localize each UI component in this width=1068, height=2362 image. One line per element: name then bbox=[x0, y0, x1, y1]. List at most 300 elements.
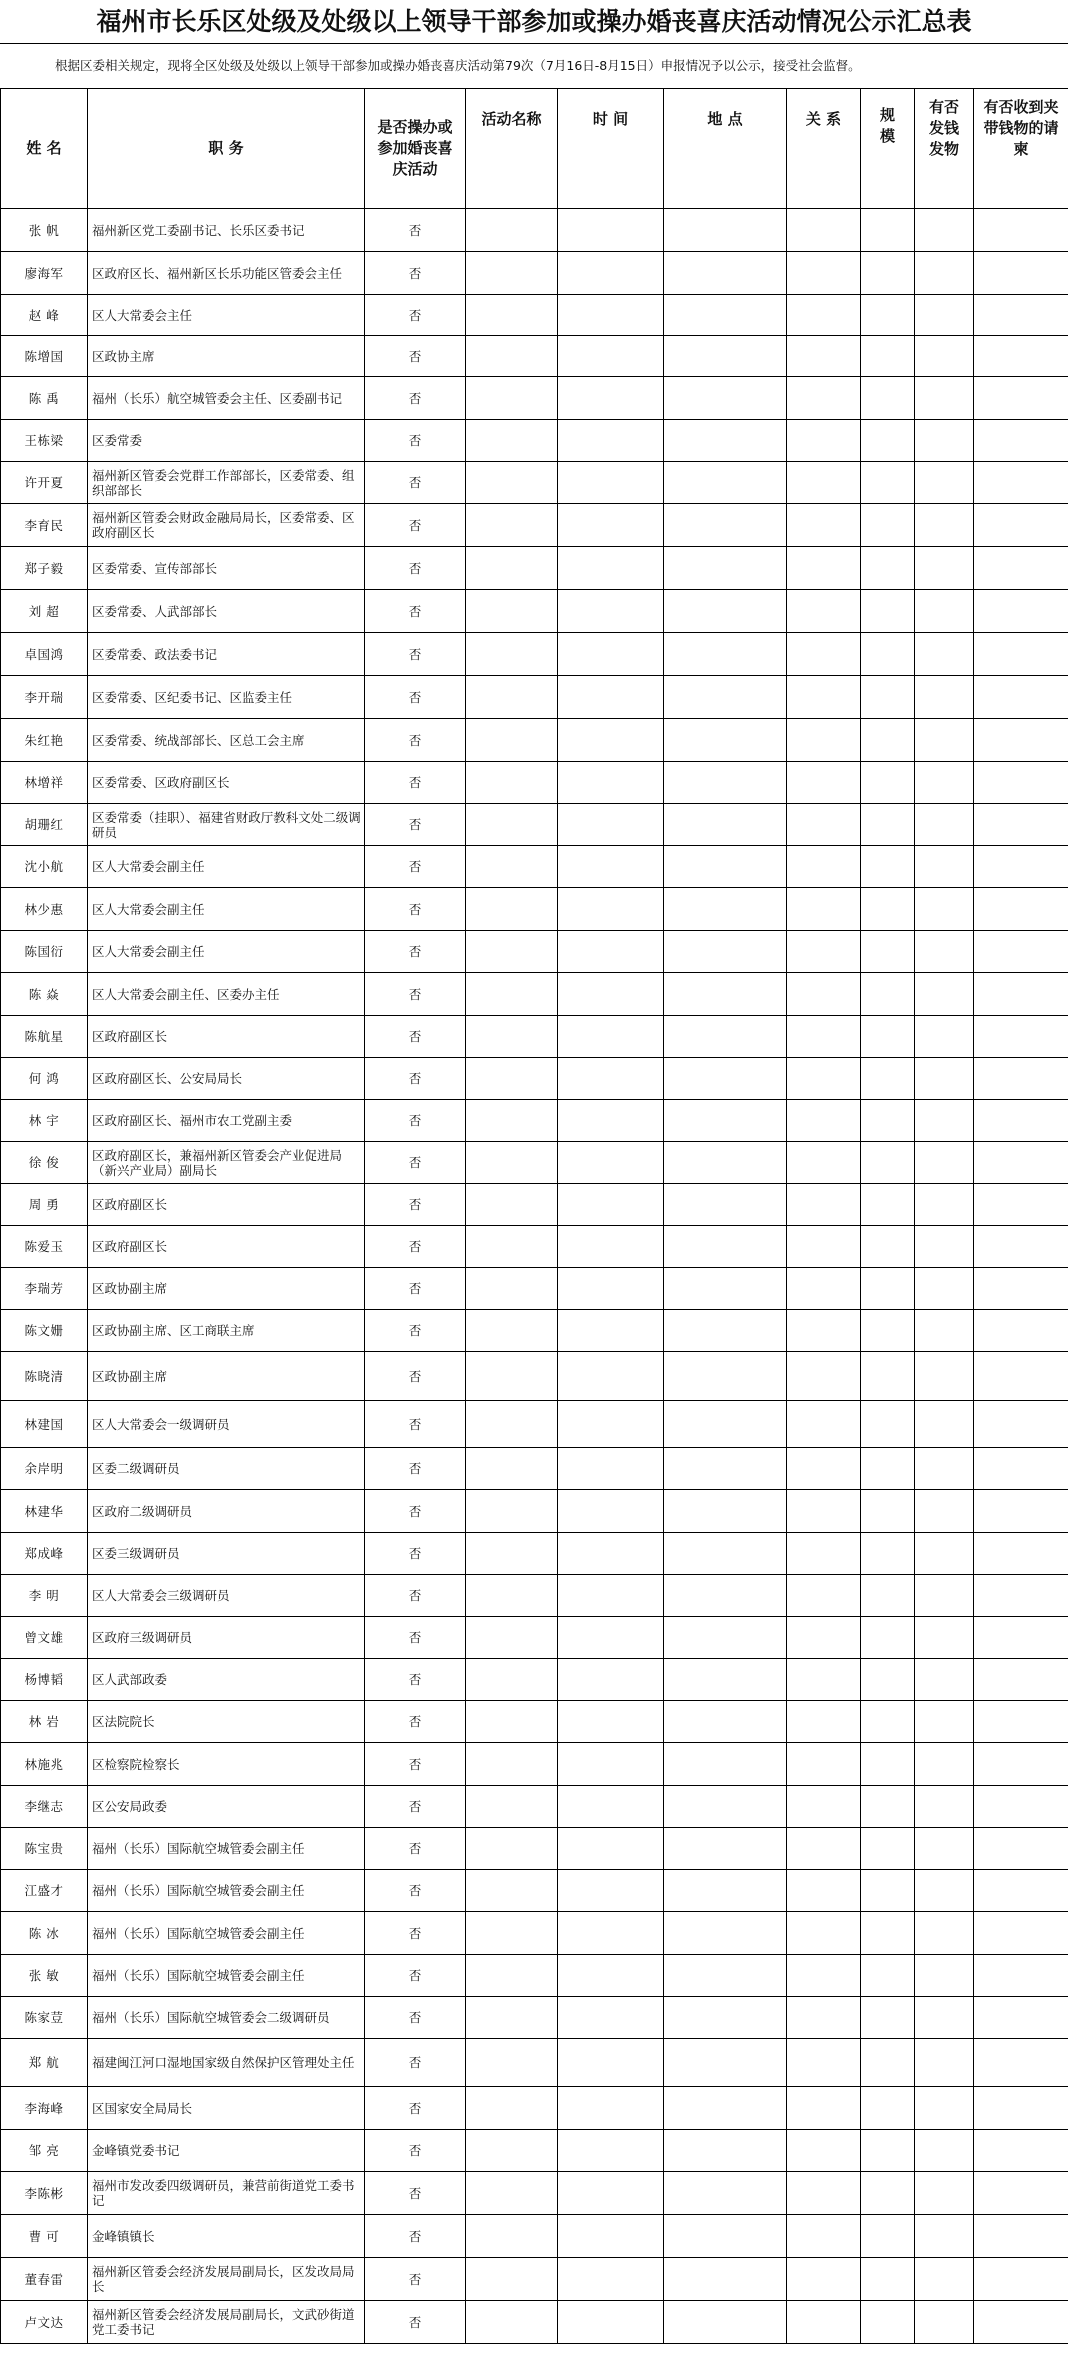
cell-involved: 否 bbox=[365, 1533, 466, 1575]
cell-invites bbox=[974, 462, 1068, 504]
table-row bbox=[1, 1100, 1068, 1142]
cell-name: 余岸明 bbox=[1, 1448, 88, 1490]
cell-activity bbox=[466, 2258, 558, 2301]
cell-place bbox=[664, 1617, 787, 1659]
cell-name: 林 岩 bbox=[1, 1701, 88, 1743]
table-row bbox=[1, 336, 1068, 377]
cell-relation bbox=[787, 1659, 861, 1701]
cell-time bbox=[558, 2039, 664, 2087]
cell-relation bbox=[787, 846, 861, 888]
cell-post: 区法院院长 bbox=[88, 1701, 365, 1743]
cell-time bbox=[558, 1701, 664, 1743]
cell-invites bbox=[974, 420, 1068, 462]
cell-name: 卓国鸿 bbox=[1, 633, 88, 676]
cell-activity bbox=[466, 1912, 558, 1955]
cell-post: 福建闽江河口湿地国家级自然保护区管理处主任 bbox=[88, 2039, 365, 2087]
cell-relation bbox=[787, 2258, 861, 2301]
cell-name: 赵 峰 bbox=[1, 295, 88, 336]
cell-gifts bbox=[915, 1448, 974, 1490]
cell-involved: 否 bbox=[365, 295, 466, 336]
cell-involved: 否 bbox=[365, 2087, 466, 2130]
cell-post: 区委二级调研员 bbox=[88, 1448, 365, 1490]
cell-place bbox=[664, 762, 787, 804]
cell-involved: 否 bbox=[365, 252, 466, 295]
cell-time bbox=[558, 1912, 664, 1955]
table-row bbox=[1, 209, 1068, 252]
header-scale: 规模 bbox=[861, 89, 915, 209]
cell-time bbox=[558, 2172, 664, 2215]
cell-involved: 否 bbox=[365, 1310, 466, 1352]
cell-scale bbox=[861, 1448, 915, 1490]
cell-gifts bbox=[915, 420, 974, 462]
cell-time bbox=[558, 1352, 664, 1401]
cell-scale bbox=[861, 590, 915, 633]
cell-time bbox=[558, 762, 664, 804]
cell-scale bbox=[861, 1533, 915, 1575]
cell-name: 许开夏 bbox=[1, 462, 88, 504]
cell-activity bbox=[466, 1352, 558, 1401]
cell-time bbox=[558, 1743, 664, 1786]
cell-time bbox=[558, 420, 664, 462]
cell-gifts bbox=[915, 1226, 974, 1268]
cell-post: 区委常委、宣传部部长 bbox=[88, 547, 365, 590]
table-row bbox=[1, 1016, 1068, 1058]
cell-relation bbox=[787, 1268, 861, 1310]
cell-relation bbox=[787, 377, 861, 420]
cell-relation bbox=[787, 2087, 861, 2130]
cell-place bbox=[664, 1575, 787, 1617]
table-row bbox=[1, 1743, 1068, 1786]
cell-post: 区委常委、区纪委书记、区监委主任 bbox=[88, 676, 365, 719]
cell-invites bbox=[974, 1786, 1068, 1828]
cell-place bbox=[664, 1743, 787, 1786]
cell-relation bbox=[787, 2039, 861, 2087]
cell-scale bbox=[861, 1617, 915, 1659]
cell-relation bbox=[787, 973, 861, 1016]
table-row bbox=[1, 2130, 1068, 2172]
cell-time bbox=[558, 676, 664, 719]
cell-involved: 否 bbox=[365, 1401, 466, 1448]
cell-involved: 否 bbox=[365, 1997, 466, 2039]
cell-time bbox=[558, 1401, 664, 1448]
cell-post: 区委常委、区政府副区长 bbox=[88, 762, 365, 804]
cell-time bbox=[558, 1268, 664, 1310]
cell-involved: 否 bbox=[365, 2039, 466, 2087]
cell-involved: 否 bbox=[365, 1743, 466, 1786]
cell-gifts bbox=[915, 1268, 974, 1310]
cell-scale bbox=[861, 1058, 915, 1100]
table-row bbox=[1, 1268, 1068, 1310]
cell-scale bbox=[861, 2258, 915, 2301]
cell-activity bbox=[466, 1448, 558, 1490]
cell-gifts bbox=[915, 2130, 974, 2172]
cell-invites bbox=[974, 1016, 1068, 1058]
cell-scale bbox=[861, 462, 915, 504]
cell-place bbox=[664, 888, 787, 931]
cell-gifts bbox=[915, 1352, 974, 1401]
cell-activity bbox=[466, 1184, 558, 1226]
cell-time bbox=[558, 1870, 664, 1912]
cell-invites bbox=[974, 252, 1068, 295]
cell-invites bbox=[974, 804, 1068, 846]
table-row bbox=[1, 377, 1068, 420]
table-row bbox=[1, 2258, 1068, 2301]
table-row bbox=[1, 1142, 1068, 1184]
cell-relation bbox=[787, 420, 861, 462]
cell-relation bbox=[787, 547, 861, 590]
cell-activity bbox=[466, 719, 558, 762]
cell-place bbox=[664, 1448, 787, 1490]
cell-invites bbox=[974, 1997, 1068, 2039]
cell-involved: 否 bbox=[365, 888, 466, 931]
cell-activity bbox=[466, 2215, 558, 2258]
cell-name: 胡珊红 bbox=[1, 804, 88, 846]
table-row bbox=[1, 1533, 1068, 1575]
cell-relation bbox=[787, 336, 861, 377]
cell-relation bbox=[787, 1575, 861, 1617]
cell-gifts bbox=[915, 1701, 974, 1743]
cell-scale bbox=[861, 1100, 915, 1142]
cell-scale bbox=[861, 2215, 915, 2258]
cell-relation bbox=[787, 2130, 861, 2172]
cell-post: 区政府副区长、公安局局长 bbox=[88, 1058, 365, 1100]
cell-scale bbox=[861, 1401, 915, 1448]
cell-relation bbox=[787, 462, 861, 504]
cell-post: 区委常委、政法委书记 bbox=[88, 633, 365, 676]
cell-invites bbox=[974, 1912, 1068, 1955]
cell-scale bbox=[861, 420, 915, 462]
cell-relation bbox=[787, 676, 861, 719]
table-row bbox=[1, 295, 1068, 336]
cell-gifts bbox=[915, 2258, 974, 2301]
cell-activity bbox=[466, 676, 558, 719]
cell-gifts bbox=[915, 1575, 974, 1617]
cell-scale bbox=[861, 336, 915, 377]
cell-place bbox=[664, 1016, 787, 1058]
cell-post: 区公安局政委 bbox=[88, 1786, 365, 1828]
cell-relation bbox=[787, 1912, 861, 1955]
cell-invites bbox=[974, 762, 1068, 804]
cell-gifts bbox=[915, 2087, 974, 2130]
cell-relation bbox=[787, 1786, 861, 1828]
cell-place bbox=[664, 209, 787, 252]
cell-time bbox=[558, 1184, 664, 1226]
cell-activity bbox=[466, 1701, 558, 1743]
cell-activity bbox=[466, 377, 558, 420]
cell-gifts bbox=[915, 1912, 974, 1955]
cell-activity bbox=[466, 1828, 558, 1870]
notice-text: 根据区委相关规定，现将全区处级及处级以上领导干部参加或操办婚丧喜庆活动第79次（7月16日-8月15日）申报情况予以公示，接受社会监督。 bbox=[55, 58, 861, 73]
cell-involved: 否 bbox=[365, 209, 466, 252]
cell-post: 区政府副区长、福州市农工党副主委 bbox=[88, 1100, 365, 1142]
cell-name: 朱红艳 bbox=[1, 719, 88, 762]
cell-place bbox=[664, 2301, 787, 2344]
cell-activity bbox=[466, 1575, 558, 1617]
cell-name: 陈航星 bbox=[1, 1016, 88, 1058]
cell-relation bbox=[787, 1058, 861, 1100]
cell-scale bbox=[861, 2301, 915, 2344]
cell-name: 郑成峰 bbox=[1, 1533, 88, 1575]
table-row bbox=[1, 676, 1068, 719]
cell-scale bbox=[861, 1828, 915, 1870]
cell-time bbox=[558, 2301, 664, 2344]
cell-scale bbox=[861, 973, 915, 1016]
cell-time bbox=[558, 1575, 664, 1617]
table-row bbox=[1, 1617, 1068, 1659]
cell-gifts bbox=[915, 2039, 974, 2087]
cell-time bbox=[558, 1490, 664, 1533]
cell-activity bbox=[466, 633, 558, 676]
cell-relation bbox=[787, 2172, 861, 2215]
cell-involved: 否 bbox=[365, 1448, 466, 1490]
cell-activity bbox=[466, 1401, 558, 1448]
cell-involved: 否 bbox=[365, 1142, 466, 1184]
cell-name: 曾文雄 bbox=[1, 1617, 88, 1659]
cell-relation bbox=[787, 2215, 861, 2258]
cell-invites bbox=[974, 1617, 1068, 1659]
cell-invites bbox=[974, 888, 1068, 931]
cell-name: 沈小航 bbox=[1, 846, 88, 888]
cell-activity bbox=[466, 973, 558, 1016]
cell-scale bbox=[861, 1310, 915, 1352]
cell-invites bbox=[974, 2172, 1068, 2215]
cell-place bbox=[664, 1184, 787, 1226]
cell-place bbox=[664, 676, 787, 719]
cell-gifts bbox=[915, 590, 974, 633]
header-activity: 活动名称 bbox=[466, 89, 558, 209]
cell-name: 刘 超 bbox=[1, 590, 88, 633]
cell-involved: 否 bbox=[365, 1226, 466, 1268]
cell-place bbox=[664, 1786, 787, 1828]
cell-invites bbox=[974, 1142, 1068, 1184]
cell-name: 陈晓清 bbox=[1, 1352, 88, 1401]
cell-activity bbox=[466, 931, 558, 973]
cell-post: 区检察院检察长 bbox=[88, 1743, 365, 1786]
cell-gifts bbox=[915, 931, 974, 973]
cell-post: 福州新区党工委副书记、长乐区委书记 bbox=[88, 209, 365, 252]
cell-relation bbox=[787, 1743, 861, 1786]
cell-activity bbox=[466, 1997, 558, 2039]
cell-relation bbox=[787, 295, 861, 336]
cell-scale bbox=[861, 504, 915, 547]
cell-gifts bbox=[915, 676, 974, 719]
cell-gifts bbox=[915, 888, 974, 931]
cell-activity bbox=[466, 1533, 558, 1575]
cell-post: 区人大常委会副主任、区委办主任 bbox=[88, 973, 365, 1016]
table-row bbox=[1, 462, 1068, 504]
table-row bbox=[1, 1352, 1068, 1401]
cell-name: 李陈彬 bbox=[1, 2172, 88, 2215]
cell-involved: 否 bbox=[365, 1100, 466, 1142]
cell-post: 区人武部政委 bbox=[88, 1659, 365, 1701]
cell-gifts bbox=[915, 295, 974, 336]
cell-scale bbox=[861, 295, 915, 336]
cell-place bbox=[664, 336, 787, 377]
cell-post: 区委常委、统战部部长、区总工会主席 bbox=[88, 719, 365, 762]
cell-time bbox=[558, 1786, 664, 1828]
cell-gifts bbox=[915, 1100, 974, 1142]
cell-name: 陈 冰 bbox=[1, 1912, 88, 1955]
cell-place bbox=[664, 2258, 787, 2301]
cell-post: 区政协副主席 bbox=[88, 1268, 365, 1310]
cell-invites bbox=[974, 846, 1068, 888]
table-row bbox=[1, 846, 1068, 888]
table-row bbox=[1, 2039, 1068, 2087]
cell-scale bbox=[861, 719, 915, 762]
cell-activity bbox=[466, 590, 558, 633]
cell-invites bbox=[974, 931, 1068, 973]
cell-place bbox=[664, 2215, 787, 2258]
cell-relation bbox=[787, 1533, 861, 1575]
cell-post: 区人大常委会一级调研员 bbox=[88, 1401, 365, 1448]
cell-scale bbox=[861, 1701, 915, 1743]
cell-place bbox=[664, 462, 787, 504]
cell-place bbox=[664, 1490, 787, 1533]
table-row bbox=[1, 931, 1068, 973]
cell-scale bbox=[861, 1184, 915, 1226]
cell-invites bbox=[974, 676, 1068, 719]
cell-name: 林建国 bbox=[1, 1401, 88, 1448]
cell-relation bbox=[787, 252, 861, 295]
cell-place bbox=[664, 1142, 787, 1184]
cell-time bbox=[558, 1100, 664, 1142]
cell-invites bbox=[974, 1870, 1068, 1912]
cell-invites bbox=[974, 719, 1068, 762]
cell-time bbox=[558, 1533, 664, 1575]
cell-place bbox=[664, 973, 787, 1016]
cell-involved: 否 bbox=[365, 1955, 466, 1997]
cell-invites bbox=[974, 1448, 1068, 1490]
cell-name: 陈爱玉 bbox=[1, 1226, 88, 1268]
cell-activity bbox=[466, 252, 558, 295]
cell-scale bbox=[861, 1870, 915, 1912]
cell-name: 李瑞芳 bbox=[1, 1268, 88, 1310]
cell-gifts bbox=[915, 1058, 974, 1100]
cell-time bbox=[558, 377, 664, 420]
cell-place bbox=[664, 1226, 787, 1268]
cell-post: 区政协主席 bbox=[88, 336, 365, 377]
cell-post: 金峰镇镇长 bbox=[88, 2215, 365, 2258]
cell-place bbox=[664, 504, 787, 547]
cell-time bbox=[558, 1058, 664, 1100]
cell-activity bbox=[466, 2130, 558, 2172]
cell-invites bbox=[974, 2215, 1068, 2258]
cell-invites bbox=[974, 1533, 1068, 1575]
cell-relation bbox=[787, 1997, 861, 2039]
cell-activity bbox=[466, 336, 558, 377]
header-post: 职 务 bbox=[88, 89, 365, 209]
cell-place bbox=[664, 1268, 787, 1310]
cell-name: 李继志 bbox=[1, 1786, 88, 1828]
table-row bbox=[1, 1870, 1068, 1912]
cell-post: 福州（长乐）国际航空城管委会副主任 bbox=[88, 1912, 365, 1955]
table-row bbox=[1, 973, 1068, 1016]
cell-time bbox=[558, 846, 664, 888]
cell-activity bbox=[466, 846, 558, 888]
table-row bbox=[1, 762, 1068, 804]
cell-post: 区委常委（挂职）、福建省财政厅教科文处二级调研员 bbox=[88, 804, 365, 846]
cell-involved: 否 bbox=[365, 462, 466, 504]
cell-gifts bbox=[915, 762, 974, 804]
cell-post: 区政府副区长，兼福州新区管委会产业促进局（新兴产业局）副局长 bbox=[88, 1142, 365, 1184]
cell-name: 郑 航 bbox=[1, 2039, 88, 2087]
cell-relation bbox=[787, 1870, 861, 1912]
cell-activity bbox=[466, 1870, 558, 1912]
cell-place bbox=[664, 1533, 787, 1575]
cell-scale bbox=[861, 676, 915, 719]
cell-activity bbox=[466, 2301, 558, 2344]
cell-name: 林 宇 bbox=[1, 1100, 88, 1142]
cell-scale bbox=[861, 1997, 915, 2039]
table-body bbox=[1, 209, 1068, 2344]
cell-involved: 否 bbox=[365, 846, 466, 888]
cell-time bbox=[558, 1828, 664, 1870]
cell-invites bbox=[974, 1226, 1068, 1268]
cell-time bbox=[558, 252, 664, 295]
cell-gifts bbox=[915, 1828, 974, 1870]
cell-place bbox=[664, 931, 787, 973]
cell-place bbox=[664, 1352, 787, 1401]
cell-time bbox=[558, 336, 664, 377]
cell-time bbox=[558, 1448, 664, 1490]
cell-time bbox=[558, 209, 664, 252]
cell-activity bbox=[466, 1268, 558, 1310]
cell-name: 王栋梁 bbox=[1, 420, 88, 462]
table-row bbox=[1, 888, 1068, 931]
cell-name: 董春雷 bbox=[1, 2258, 88, 2301]
cell-invites bbox=[974, 2039, 1068, 2087]
cell-involved: 否 bbox=[365, 676, 466, 719]
cell-gifts bbox=[915, 1533, 974, 1575]
cell-post: 区政府副区长 bbox=[88, 1016, 365, 1058]
cell-activity bbox=[466, 1659, 558, 1701]
table-row bbox=[1, 1955, 1068, 1997]
table-row bbox=[1, 1401, 1068, 1448]
cell-activity bbox=[466, 1142, 558, 1184]
cell-activity bbox=[466, 1617, 558, 1659]
cell-place bbox=[664, 420, 787, 462]
cell-scale bbox=[861, 1352, 915, 1401]
header-row bbox=[1, 89, 1068, 209]
cell-invites bbox=[974, 1575, 1068, 1617]
cell-name: 廖海军 bbox=[1, 252, 88, 295]
cell-post: 金峰镇党委书记 bbox=[88, 2130, 365, 2172]
cell-relation bbox=[787, 1352, 861, 1401]
cell-time bbox=[558, 2087, 664, 2130]
cell-gifts bbox=[915, 504, 974, 547]
table-row bbox=[1, 547, 1068, 590]
cell-activity bbox=[466, 1016, 558, 1058]
cell-relation bbox=[787, 504, 861, 547]
cell-post: 福州市发改委四级调研员，兼营前街道党工委书记 bbox=[88, 2172, 365, 2215]
table-row bbox=[1, 504, 1068, 547]
cell-time bbox=[558, 2130, 664, 2172]
cell-name: 卢文达 bbox=[1, 2301, 88, 2344]
cell-relation bbox=[787, 1701, 861, 1743]
cell-involved: 否 bbox=[365, 804, 466, 846]
cell-relation bbox=[787, 762, 861, 804]
table-row bbox=[1, 633, 1068, 676]
cell-relation bbox=[787, 1100, 861, 1142]
cell-invites bbox=[974, 377, 1068, 420]
cell-place bbox=[664, 804, 787, 846]
cell-scale bbox=[861, 1575, 915, 1617]
table-row bbox=[1, 1575, 1068, 1617]
cell-involved: 否 bbox=[365, 1912, 466, 1955]
cell-relation bbox=[787, 1310, 861, 1352]
cell-time bbox=[558, 888, 664, 931]
cell-relation bbox=[787, 1617, 861, 1659]
